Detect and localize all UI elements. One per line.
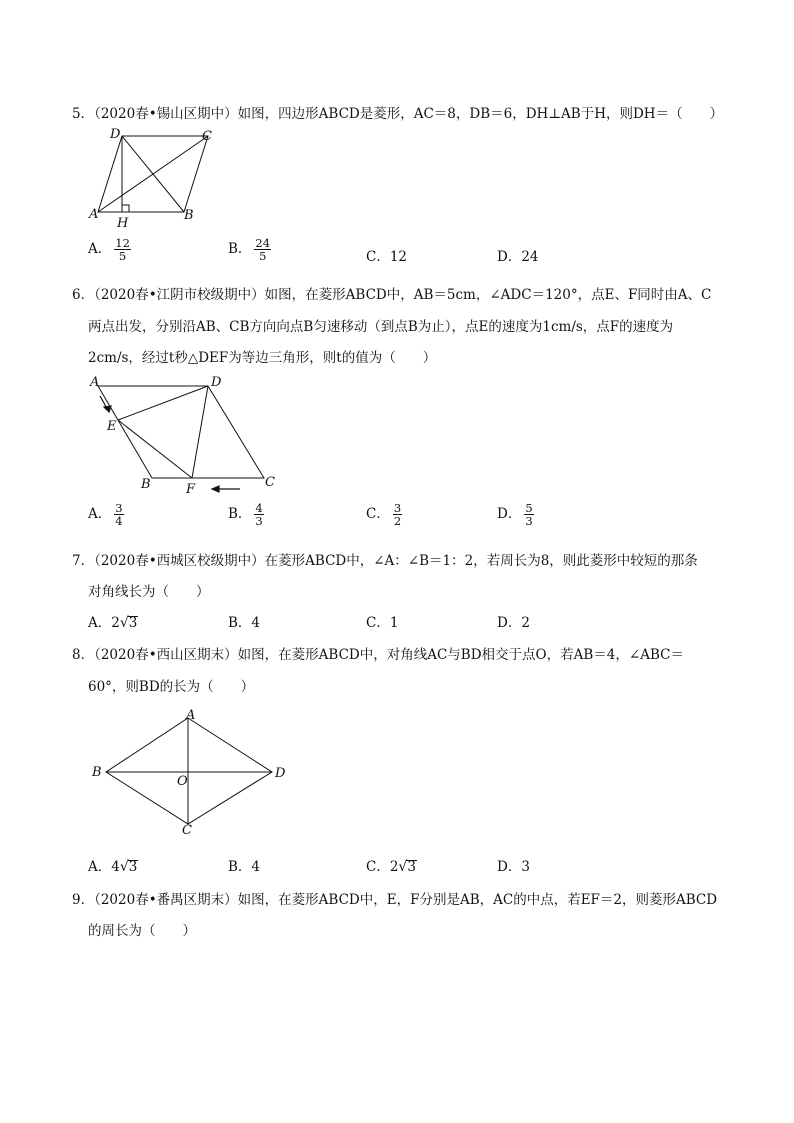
q8-stem-line1: 8．（2020春•西山区期末）如图，在菱形ABCD中，对角线AC与BD相交于点O，若AB＝4，∠ABC＝: [72, 647, 684, 663]
q8-option-b: B．4: [228, 859, 261, 875]
q8-stem-line2: 60°，则BD的长为（ ）: [88, 679, 255, 695]
q9-stem-line1: 9．（2020春•番禺区期末）如图，在菱形ABCD中，E，F分别是AB，AC的中点，若EF＝2，则菱形ABCD: [72, 892, 718, 908]
q6-label-a: A: [90, 375, 100, 390]
q6-option-a: A． $\frac{3}{4}$: [88, 501, 123, 528]
q6-label-d: D: [211, 375, 222, 390]
q8-label-b: B: [92, 765, 102, 780]
q6-stem-line1: 6．（2020春•江阴市校级期中）如图，在菱形ABCD中，AB＝5cm，∠ADC＝120°，点E、F同时由A、C: [72, 287, 712, 303]
q7-stem-line1: 7．（2020春•西城区校级期中）在菱形ABCD中，∠A：∠B＝1：2，若周长为8，则此菱形中较短的那条: [72, 553, 698, 569]
q6-option-c: C． $\frac{3}{2}$: [366, 501, 402, 528]
q8-option-c: C．2√3: [366, 859, 416, 875]
q8-option-a: A．4√3: [88, 859, 138, 875]
q5-label-h: H: [117, 216, 129, 231]
q5-figure: [88, 126, 228, 231]
q9-stem-line2: 的周长为（ ）: [88, 923, 196, 939]
q5-label-c: C: [202, 129, 212, 144]
q5-label-a: A: [89, 207, 99, 222]
q6-option-b: B． $\frac{4}{3}$: [228, 501, 263, 528]
q7-option-a: A．2√3: [88, 615, 138, 631]
q5-option-c: C．12: [366, 249, 408, 265]
q6-option-d: D． $\frac{5}{3}$: [497, 501, 533, 528]
q5-stem: 5．（2020春•锡山区期中）如图，四边形ABCD是菱形，AC＝8，DB＝6，DH⊥AB于H，则DH＝（ ）: [72, 106, 724, 122]
q5-label-b: B: [184, 208, 194, 223]
q7-option-d: D．2: [497, 615, 530, 631]
q6-label-c: C: [265, 475, 275, 490]
q6-figure: [88, 374, 288, 499]
q6-label-b: B: [141, 477, 151, 492]
q7-option-b: B．4: [228, 615, 261, 631]
q5-option-b: B． $\frac{24}{5}$: [228, 236, 271, 263]
q5-option-d: D．24: [497, 249, 539, 265]
q7-stem-line2: 对角线长为（ ）: [88, 584, 210, 600]
q8-option-d: D．3: [497, 859, 530, 875]
q6-stem-line2: 两点出发，分别沿AB、CB方向向点B匀速移动（到点B为止），点E的速度为1cm/s，点F的速度为: [88, 319, 674, 335]
q6-stem-line3: 2cm/s，经过t秒△DEF为等边三角形，则t的值为（ ）: [88, 350, 437, 366]
q6-label-e: E: [107, 419, 117, 434]
q7-option-c: C．1: [366, 615, 399, 631]
q8-figure: [88, 706, 298, 841]
q5-option-a: A． $\frac{12}{5}$: [88, 236, 130, 263]
q8-label-d: D: [275, 766, 286, 781]
q8-label-o: O: [177, 774, 188, 789]
q6-label-f: F: [186, 482, 196, 497]
q8-label-a: A: [186, 708, 196, 723]
q8-label-c: C: [182, 823, 192, 838]
q5-label-d: D: [110, 127, 121, 142]
